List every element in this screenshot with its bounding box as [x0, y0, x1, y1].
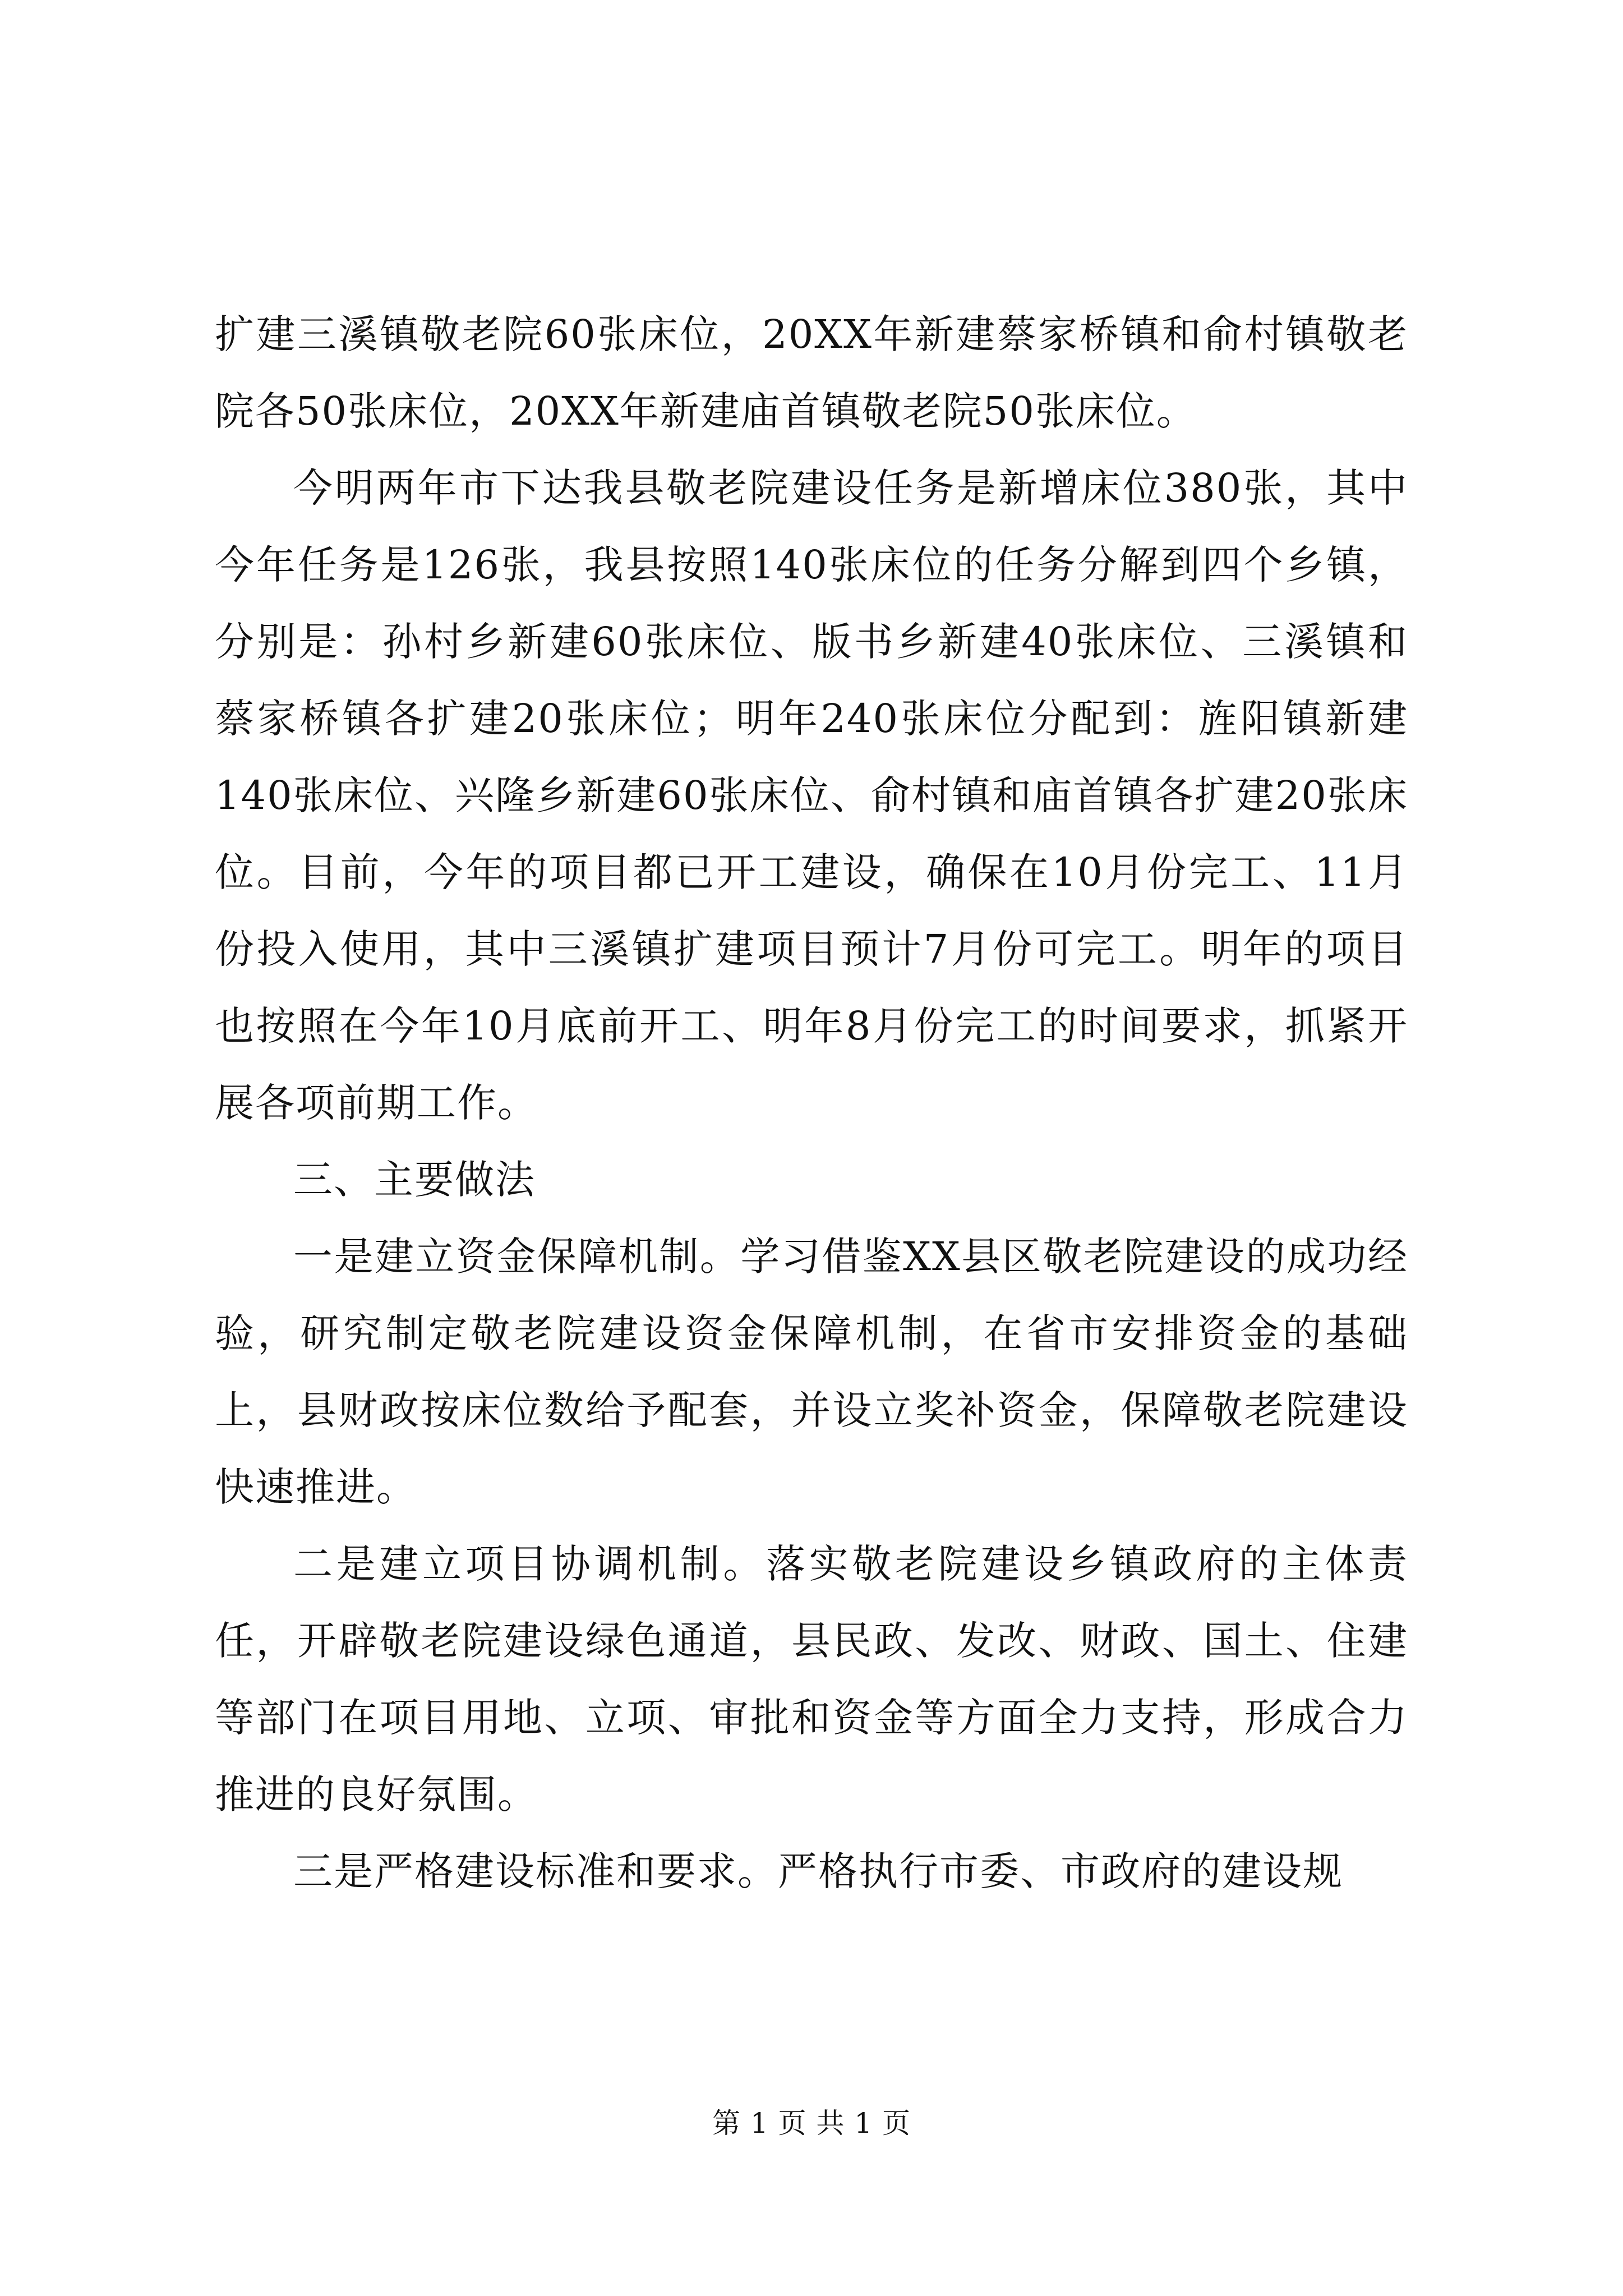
- document-body: [215, 296, 1408, 1910]
- page-number-label: 第 1 页 共 1 页: [712, 2107, 911, 2139]
- paragraph-task-allocation: 今明两年市下达我县敬老院建设任务是新增床位380张，其中今年任务是126张，我县按照140张床位的任务分解到四个乡镇，分别是：孙村乡新建60张床位、版书乡新建40张床位、三溪镇和蔡家桥镇各扩建20张床位；明年240张床位分配到：旌阳镇新建140张床位、兴隆乡新建60张床位、俞村镇和庙首镇各扩建20张床位。目前，今年的项目都已开工建设，确保在10月份完工、11月份投入使用，其中三溪镇扩建项目预计7月份可完工。明年的项目也按照在今年10月底前开工、明年8月份完工的时间要求，抓紧开展各项前期工作。: [215, 465, 1408, 1126]
- paragraph-funding-mechanism: 一是建立资金保障机制。学习借鉴XX县区敬老院建设的成功经验，研究制定敬老院建设资金保障机制，在省市安排资金的基础上，县财政按床位数给予配套，并设立奖补资金，保障敬老院建设快速推进。: [215, 1234, 1408, 1510]
- paragraph-continuation: 扩建三溪镇敬老院60张床位，20XX年新建蔡家桥镇和俞村镇敬老院各50张床位，20XX年新建庙首镇敬老院50张床位。: [215, 311, 1408, 434]
- paragraph-construction-standards: 三是严格建设标准和要求。严格执行市委、市政府的建设规: [293, 1848, 1343, 1894]
- page-footer: [0, 2101, 1623, 2141]
- section-heading-main-practices: 三、主要做法: [293, 1157, 536, 1203]
- paragraph-coordination-mechanism: 二是建立项目协调机制。落实敬老院建设乡镇政府的主体责任，开辟敬老院建设绿色通道，县民政、发改、财政、国土、住建等部门在项目用地、立项、审批和资金等方面全力支持，形成合力推进的良好氛围。: [215, 1541, 1408, 1818]
